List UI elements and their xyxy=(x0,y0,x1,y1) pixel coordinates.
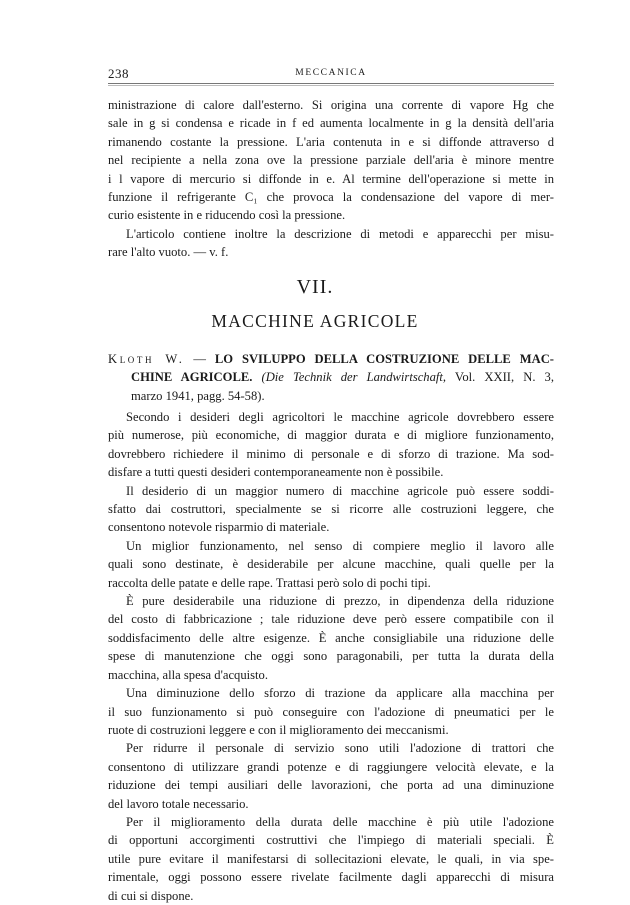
entry-line xyxy=(108,368,554,386)
text-line: utile pure evitare il manifestarsi di sollecitazioni elevate, le quali, in via spe- xyxy=(108,851,554,866)
entry-volume: Vol. XXII, N. 3, xyxy=(446,370,554,385)
text-line: dovrebbero richiedere il minimo di personale e di sforzo di trazione. Ma sod- xyxy=(108,446,554,461)
page-number: 238 xyxy=(108,66,129,81)
article-body xyxy=(108,408,554,905)
text-line: disfare a tutti questi desideri contemporaneamente non è possibile. xyxy=(108,465,444,480)
text-line: del costo di fabbricazione ; tale riduzione deve però essere compatibile con il xyxy=(108,612,554,627)
text-line: di opportuni accorgimenti costruttivi che l'impiego di materiali speciali. È xyxy=(108,833,554,848)
text-line: sale in g si condensa e ricade in f ed aumenta localmente in g la densità dell'aria xyxy=(108,116,554,131)
text-line: L'articolo contiene inoltre la descrizione di metodi e apparecchi per misu- xyxy=(126,226,554,241)
entry-dash: — xyxy=(184,352,215,366)
entry-title: LO SVILUPPO DELLA COSTRUZIONE DELLE MAC- xyxy=(214,352,554,366)
text-line: nel recipiente a nella zona ove la pressione parziale dell'aria è minore mentre xyxy=(108,153,554,168)
text-line: il suo funzionamento si può conseguire con l'adozione di pneumatici per le xyxy=(108,704,554,719)
text-line: consentono notevole risparmio di materiale. xyxy=(108,520,330,535)
text-line: Una diminuzione dello sforzo di trazione da applicare alla macchina per xyxy=(126,686,554,701)
text-line: raccolta delle patate e delle rape. Trattasi però solo di pochi tipi. xyxy=(108,575,431,590)
entry-date: marzo 1941, pagg. 54-58). xyxy=(131,388,265,403)
header-rule-secondary xyxy=(108,85,554,86)
text-line: ruote di costruzioni leggere e con il miglioramento dei meccanismi. xyxy=(108,722,449,737)
text-line: rare l'alto vuoto. — v. f. xyxy=(108,245,229,260)
intro-paragraph xyxy=(108,96,554,262)
text-line: macchina, alla spesa d'acquisto. xyxy=(108,667,268,682)
text-line: più numerose, più economiche, di maggior durata e di migliore funzionamento, xyxy=(108,428,554,443)
text-line: riduzione dei tempi ausiliari delle lavorazioni, che porta ad una diminuzione xyxy=(108,778,554,793)
running-title: MECCANICA xyxy=(295,68,367,78)
text-line: Per ridurre il personale di servizio sono utili l'adozione di trattori che xyxy=(126,741,554,756)
text-line: È pure desiderabile una riduzione di prezzo, in dipendenza della riduzione xyxy=(126,594,554,609)
text-line: rimentale, oggi possono essere rivelate facilmente dagli apparecchi di misura xyxy=(108,870,554,885)
text-line: di cui si dispone. xyxy=(108,888,194,903)
text-line: Un miglior funzionamento, nel senso di compiere meglio il lavoro alle xyxy=(126,538,554,553)
text-line: Per il miglioramento della durata delle macchine è più utile l'adozione xyxy=(126,814,554,829)
header-rule xyxy=(108,83,554,84)
entry-journal: (Die Technik der Landwirtschaft, xyxy=(261,370,447,385)
section-title: MACCHINE AGRICOLE xyxy=(211,311,419,331)
text-line: Secondo i desideri degli agricoltori le macchine agricole dovrebbero essere xyxy=(126,410,554,424)
bibliographic-entry xyxy=(108,350,554,405)
text-line: consentono di utilizzare grandi potenze e di raggiungere velocità elevate, e la xyxy=(108,759,554,774)
section-number: VII. xyxy=(296,276,334,298)
text-line: quali sono destinate, è desiderabile per alcune macchine, quali quelle per la xyxy=(108,557,554,572)
text-line: Il desiderio di un maggior numero di macchine agricole può essere soddi- xyxy=(126,483,554,498)
text-line: rimanendo costante la pressione. L'aria contenuta in e si diffonde attraverso d xyxy=(108,134,554,149)
text-line: del lavoro totale necessario. xyxy=(108,796,249,811)
entry-author: Kloth W. xyxy=(108,352,185,366)
text-line: sfatto dai costruttori, specialmente se si ricorre alle costruzioni leggere, che xyxy=(108,502,554,517)
text-line: spese di manutenzione che oggi sono paragonabili, per tutta la durata della xyxy=(108,649,554,664)
entry-title-continued: CHINE AGRICOLE. xyxy=(131,370,253,385)
text-line: soddisfacimento delle altre esigenze. È anche consigliabile una riduzione delle xyxy=(108,630,554,645)
text-line: ministrazione di calore dall'esterno. Si origina una corrente di vapore Hg che xyxy=(108,98,554,112)
entry-line xyxy=(108,350,554,368)
text-line: funzione il refrigerante C₁ che provoca la condensazione del vapore di mer- xyxy=(108,190,554,205)
text-line: i l vapore di mercurio si diffonde in e. Al termine dell'operazione si mette in xyxy=(108,171,554,186)
running-header xyxy=(108,66,554,82)
text-line: curio esistente in e riducendo così la pressione. xyxy=(108,208,346,223)
